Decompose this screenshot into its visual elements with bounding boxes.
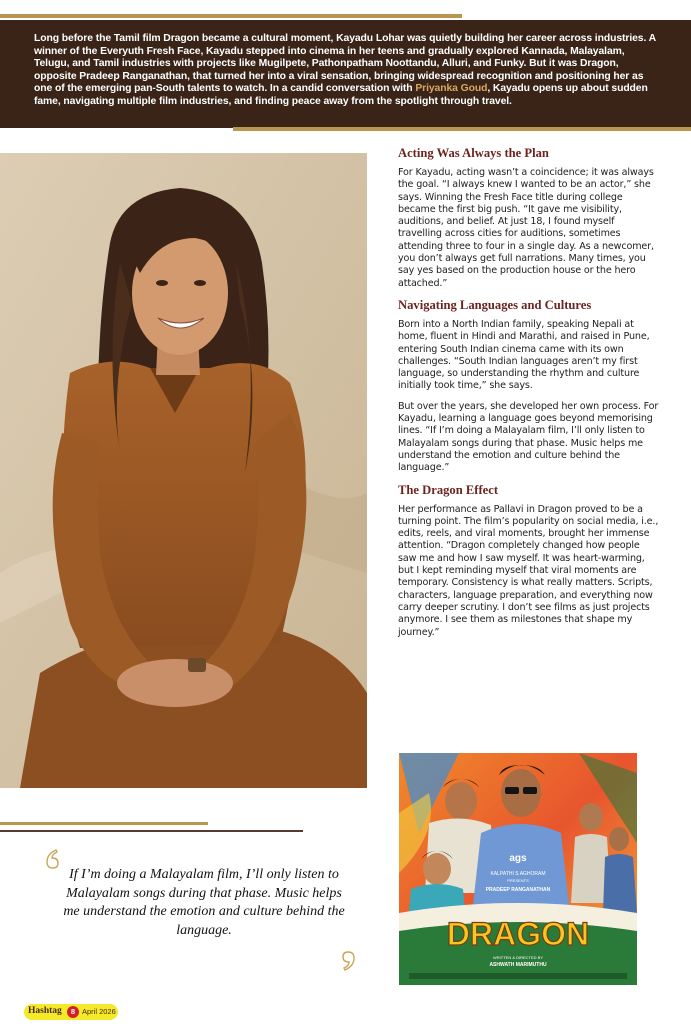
close-quote-icon [339, 950, 357, 972]
quote-brown-rule [0, 830, 303, 832]
portrait-illustration [0, 153, 367, 788]
poster-presenter: KALPATHI S AGHORAM [490, 871, 546, 877]
pull-quote: If I’m doing a Malayalam film, I’ll only listen to Malayalam songs during that phase. Music helps me understand the emotion and culture behind the language. [63, 867, 345, 938]
poster-logo: ags [509, 853, 527, 864]
poster-director-line1: WRITTEN & DIRECTED BY [492, 955, 544, 960]
footer-date: April 2026 [82, 1007, 116, 1016]
footer-brand: Hashtag [28, 1006, 62, 1016]
quote-gold-rule [0, 822, 208, 825]
intro-gold-rule [233, 127, 691, 131]
interviewer-name: Priyanka Goud [415, 83, 488, 95]
portrait-photo [0, 153, 367, 788]
body-paragraph: Her performance as Pallavi in Dragon proved to be a turning point. The film’s popularity on social media, i.e., edits, reels, and viral moments, brought her immense attention. “Dragon completely changed how people saw me and how I saw myself. It was heart-warming, but I kept reminding myself that viral moments are temporary. Consistency is what really matters. Scripts, characters, language preparation, and everything now carry deeper scrutiny. I don’t see films as just projects anymore. I see them as milestones that shape my journey.” [398, 503, 659, 638]
poster-director-line2: ASHWATH MARIMUTHU [489, 962, 547, 968]
intro-text-part1: Long before the Tamil film Dragon became a cultural moment, Kayadu Lohar was quietly building her career across industries. A winner of the Everyuth Fresh Face, Kayadu stepped into cinema in her teens and gradually explored Kannada, Malayalam, Telugu, and Tamil industries with projects like Mugilpete, Pathonpatham Noottandu, Alluri, and Funky. But it was Dragon, opposite Pradeep Ranganathan, that turned her into a viral sensation, bringing widespread recognition and positioning her as one of the emerging pan-South talents to watch. In a candid conversation with [34, 33, 656, 95]
section-heading-acting: Acting Was Always the Plan [398, 146, 549, 160]
poster-title: DRAGON [446, 916, 590, 952]
section-heading-dragon: The Dragon Effect [398, 482, 499, 497]
dragon-movie-poster [399, 753, 637, 985]
intro-text-part2: , Kayadu opens up about sudden fame, navigating multiple film industries, and finding peace away from the spotlight through travel. [34, 83, 648, 107]
poster-presents: PRESENTS [507, 878, 529, 883]
body-paragraph: But over the years, she developed her own process. For Kayadu, learning a language goes beyond memorising lines. “If I’m doing a Malayalam film, I’ll only listen to Malayalam songs during that phase. Music helps me understand the emotion and culture behind the language.” [398, 400, 659, 474]
article-column [398, 146, 660, 647]
body-paragraph: For Kayadu, acting wasn’t a coincidence; it was always the goal. “I always knew I wanted to be an actor,” she says. Winning the Fresh Face title during college became the first big push. “It gave me visibility, auditions, and belief. At just 18, I found myself travelling across cities for auditions, sometimes attending three to four in a single day. As a newcomer, you don’t always get full narrations. Many times, you say yes based on the production house or the hero attached.” [398, 167, 654, 289]
top-gold-rule [0, 14, 462, 18]
poster-illustration [399, 753, 637, 985]
footer-page-number: 8 [67, 1006, 79, 1018]
intro-paragraph [34, 33, 662, 109]
poster-actor: PRADEEP RANGANATHAN [485, 887, 551, 893]
footer-pill [24, 1004, 118, 1020]
section-heading-languages: Navigating Languages and Cultures [398, 297, 592, 312]
body-paragraph: Born into a North Indian family, speaking Nepali at home, fluent in Hindi and Marathi, and raised in Pune, entering South Indian cinema came with its own challenges. “South Indian languages aren’t my first language, so understanding the rhythm and culture initially took time,” she says. [398, 318, 650, 392]
